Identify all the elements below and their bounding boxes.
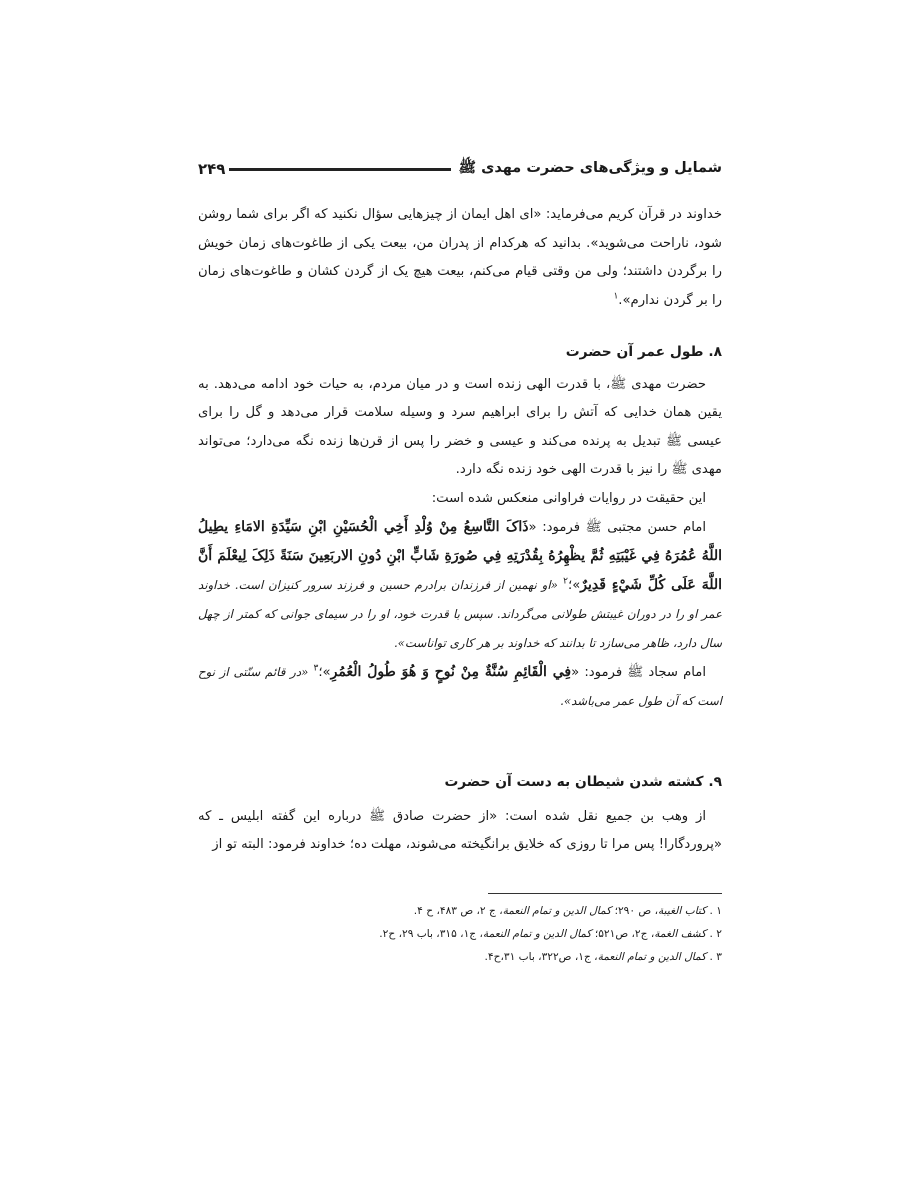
intro-paragraph [198,201,722,315]
footnote-ref-1: ۱ [613,291,619,302]
footnote-2 [198,923,722,946]
hadith-1-arabic: ذَاکَ التَّاسِعُ مِنْ وُلْدِ أَخِي الْحُسَيْنِ ابْنِ سَيِّدَةِ الامَاءِ يطِيلُ اللَّهُ عُمُرَهُ فِي غَيْبَتِهِ ثُمَّ يظْهِرُهُ بِقُدْرَتِهِ فِي صُورَةِ شَابٍّ ابْنِ دُونِ الاربَعِينَ سَنَةً ذَلِکَ لِيعْلَمَ أَنَّ اللَّهَ عَلَى كُلِّ شَيْءٍ قَدِيرٌ [198,519,722,593]
hadith-2-lead: امام سجاد ﷺ فرمود: « [571,665,706,680]
hadith-1-close: »؛ [568,578,581,593]
hadith-1-translation: «او نهمین از فرزندان برادرم حسین و فرزند سرور کنیزان است. خداوند عمر او را در دوران غیبتش طولانی می‌گرداند. سپس با قدرت خود، او را در سیمای جوانی که کمتر از چهل سال دارد، ظاهر می‌سازد تا بدانند که خداوند بر هر کاری تواناست». [198,578,722,650]
header-rule [229,168,450,171]
footnote-2-source-2: کمال الدین و تمام النعمة [482,928,592,940]
footnote-ref-3: ۳ [313,663,319,674]
section-9 [198,768,722,860]
header-title: شمایل و ویژگی‌های حضرت مهدی ﷺ [458,159,722,176]
footnote-3-source: کمال الدین و تمام النعمة [597,951,707,963]
footnote-2-rest: ، ج۱، ۳۱۵، باب ۲۹، ح۲. [379,928,483,940]
intro-text: خداوند در قرآن کریم می‌فرماید: «ای اهل ایمان از چیزهایی سؤال نکنید که اگر برای شما روشن شود، ناراحت می‌شوید». بدانید که هرکدام از پدران من، بیعت یکی از طاغوت‌های زمان خویش را برگردن داشتند؛ ولی من وقتی قیام می‌کنم، بیعت هیچ یک از گردن کشان و طاغوت‌های زمان را بر گردن ندارم». [198,207,722,308]
hadith-imam-sajjad [198,658,722,716]
hadith-2-arabic: فِي الْقَائِمِ سُنَّةٌ مِنْ نُوحٍ وَ هُوَ طُولُ الْعُمُرِ [330,664,572,680]
footnote-separator [488,893,722,894]
footnote-3 [198,946,722,969]
section-8 [198,338,722,716]
footnote-3-ref: ، ج۱، ص۳۲۲، باب ۳۱،ح۴. [484,951,598,963]
footnote-2-ref: ، ج۲، ص۵۲۱؛ [591,928,655,940]
section-8-paragraph-2: این حقیقت در روایات فراوانی منعکس شده است: [431,490,706,506]
footnote-3-number: ۳ . [709,951,722,963]
footnote-1-ref: ، ص ۲۹۰؛ [611,905,658,917]
hadith-2-close: »؛ [318,665,331,680]
footnote-1-source-2: کمال الدین و تمام النعمة [502,905,612,917]
footnote-2-number: ۲ . [709,928,722,940]
hadith-imam-hasan [198,513,722,658]
running-header [198,153,722,185]
section-9-paragraph-1: از وهب بن جمیع نقل شده است: «از حضرت صادق ﷺ درباره این گفته ابلیس ـ که «پروردگارا! پس مرا تا روزی که خلایق برانگیخته می‌شوند، مهلت ده؛ خداوند فرمود: البته تو از [198,808,722,852]
hadith-2-translation: «در قائم سنّتی از نوح است که آن طول عمر می‌باشد». [198,665,722,708]
page-number: ۲۴۹ [198,160,226,178]
footnote-ref-2: ۲ [563,576,568,587]
section-8-heading: ۸. طول عمر آن حضرت [565,344,722,360]
hadith-1-lead: امام حسن مجتبی ﷺ فرمود: « [528,520,707,535]
section-8-paragraph-1: حضرت مهدی ﷺ، با قدرت الهی زنده است و در میان مردم، به حیات خود ادامه می‌دهد. به یقین همان خدایی که آتش را برای ابراهیم سرد و وسیله سلامت قرار می‌دهد و گل را برای عیسی ﷺ تبدیل به پرنده می‌کند و عیسی و خضر را پس از قرن‌ها زنده نگه می‌دارد؛ می‌تواند مهدی ﷺ را نیز با قدرت الهی خود زنده نگه دارد. [198,376,722,477]
footnote-1 [198,900,722,923]
section-9-heading: ۹. کشته شدن شیطان به دست آن حضرت [444,774,722,790]
footnote-1-source: کتاب الغیبة [658,905,707,917]
footnote-2-source: کشف الغمة [654,928,707,940]
footnote-1-rest: ، ج ۲، ص ۴۸۳، ح ۴. [413,905,503,917]
footnotes [198,900,722,969]
footnote-1-number: ۱ . [709,905,722,917]
